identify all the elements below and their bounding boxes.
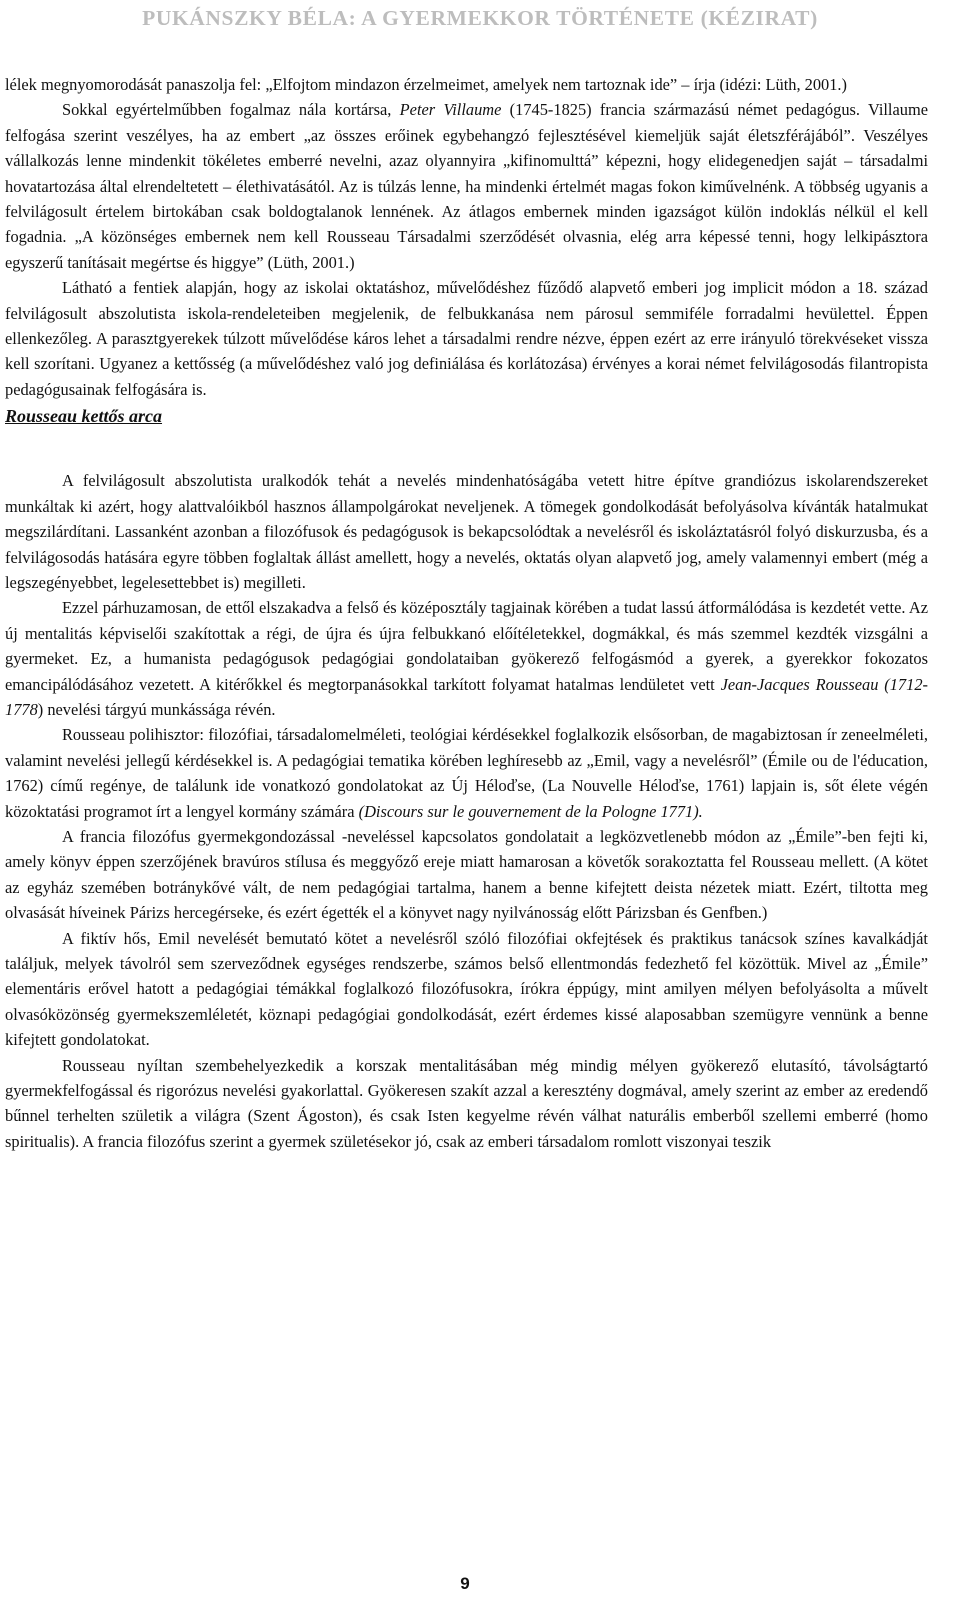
paragraph: A francia filozófus gyermekgondozással -neveléssel kapcsolatos gondolatait a legközvetlenebb módon az „Émile”-ben fejti ki, amely könyv éppen szerzőjének bravúros stílusa és meggyőző ereje miatt hamarosan a követők sorakoztatta fel Rousseau mellett. (A kötet az egyház szemében botránykővé vált, de nem pedagógiai tartalma, hanem a benne kifejtett deista nézetek miatt. Ezért, tiltotta meg olvasását híveinek Párizs hercegérseke, és ezért égették el a könyvet nagy nyilvánosság előtt Párizsban és Genfben.) [5, 826, 928, 923]
paragraph: lélek megnyomorodását panaszolja fel: „Elfojtom mindazon érzelmeimet, amelyek nem tartoznak ide” – írja (idézi: Lüth, 2001.) [5, 75, 847, 94]
paragraph: Rousseau polihisztor: filozófiai, társadalomelméleti, teológiai kérdésekkel foglalkozik elsősorban, de magabiztosan ír zeneelméleti, valamint nevelési jellegű kérdésekkel is. A pedagógiai tematika körében leghíresebb az „Emil, vagy a nevelésről” (Émile ou de l'éducation, 1762) című regénye, de találunk ide vonatkozó gondolatokat az Új Héloďse, (La Nouvelle Héloďse, 1761) lapjain is, sőt élete végén közoktatási programot írt a lengyel kormány számára (Discours sur le gouvernement de la Pologne 1771). [5, 725, 928, 821]
page-number: 9 [460, 1574, 470, 1593]
paragraph: Sokkal egyértelműbben fogalmaz nála kortársa, Peter Villaume (1745-1825) francia származású német pedagógus. Villaume felfogása szerint veszélyes, ha az embert „az összes erőinek egybehangzó fejlesztésével kiemeljük saját életszférájából”. Veszélyes vállalkozás lenne mindenkit tökéletes emberré nevelni, azaz olyannyira „kifinomulttá” képezni, hogy elidegenedjen saját – társadalmi hovatartozása által elrendeltetett – élethivatásától. Az is túlzás lenne, ha mindenki értelmét magas fokon kiművelnénk. A többség ugyanis a felvilágosult értelem birtokában csak boldogtalanok lennének. Az átlagos embernek minden igazságot külön indoklás nélkül el kell fogadnia. „A közönséges embernek nem kell Rousseau Társadalmi szerződését olvasnia, elég arra képessé tenni, hogy lelkipásztora egyszerű tanításait megértse és higgye” (Lüth, 2001.) [5, 100, 928, 272]
person-name: Jean-Jacques Rousseau (1712-1778 [5, 674, 928, 719]
paragraph: A fiktív hős, Emil nevelését bemutató kötet a nevelésről szóló filozófiai okfejtések és praktikus tanácsok színes kavalkádját találjuk, melyek távolról sem szerveződnek egységes rendszerbe, számos belső ellentmondás fedezhető fel közöttük. Mivel az „Émile” elementáris erővel hatott a pedagógiai témákkal foglalkozó filozófusokra, írókra éppúgy, mint amilyen mélyen befolyásolta a művelt olvasóközönség gyermekszemléletét, köznapi pedagógiai gondolkodását, ezért érdemes kissé alaposabban szemügyre vennünk a benne kifejtett gondolatokat. [5, 928, 928, 1050]
paragraph: Ezzel párhuzamosan, de ettől elszakadva a felső és középosztály tagjainak körében a tudat lassú átformálódása is kezdetét vette. Az új mentalitás képviselői szakítottak a régi, de újra és újra felbukkanó előítéletekkel, dogmákkal, és más szemmel kezdték vizsgálni a gyermeket. Ez, a humanista pedagógusok pedagógiai gondolataiban gyökerező felfogásmód a gyerek, a gyerekkor fokozatos emancipálódásához vezetett. A kitérőkkel és megtorpanásokkal tarkított folyamat hatalmas lendületet vett Jean-Jacques Rousseau (1712-1778) nevelési tárgyú munkássága révén. [5, 598, 928, 719]
page-header: PUKÁNSZKY BÉLA: A GYERMEKKOR TÖRTÉNETE (KÉZIRAT) [142, 6, 818, 30]
paragraph: Látható a fentiek alapján, hogy az iskolai oktatáshoz, művelődéshez fűződő alapvető emberi jog implicit módon a 18. század felvilágosult abszolutista iskola-rendeleteiben megjelenik, de felbukkanása nem párosul semmiféle forradalmi hevülettel. Éppen ellenkezőleg. A parasztgyerekek túlzott művelődése káros lehet a társadalmi rendre nézve, éppen ezért az erre irányuló törekvéseket vissza kell szorítani. Ugyanez a kettősség (a művelődéshez való jog definiálása és korlátozása) érvényes a korai német felvilágosodás filantropista pedagógusainak felfogására is. [5, 278, 928, 399]
person-name: Peter Villaume [399, 100, 502, 120]
paragraph: A felvilágosult abszolutista uralkodók tehát a nevelés mindenhatóságába vetett hitre építve grandiózus iskolarendszereket munkáltak ki azért, hogy alattvalóikból hasznos állampolgárokat neveljenek. A tömegek gondolkodását befolyásolva kívánták hatalmukat megszilárdítani. Lassanként azonban a filozófusok és pedagógusok is bekapcsolódtak a nevelésről és iskoláztatásról folyó diskurzusba, és a felvilágosodás hatására egyre többen foglaltak állást amellett, hogy a nevelés, oktatás olyan alapvető jog, amely valamennyi embert (még a legszegényebbet, legelesettebbet is) megilleti. [5, 471, 928, 592]
main-text [5, 72, 928, 1154]
book-title: (Discours sur le gouvernement de la Pologne 1771). [358, 801, 703, 821]
section-title: Rousseau kettős arca [5, 406, 163, 427]
paragraph: Rousseau nyíltan szembehelyezkedik a korszak mentalitásában még mindig mélyen gyökerező elutasító, távolságtartó gyermekfelfogással és rigorózus nevelési gyakorlattal. Gyökeresen szakít azzal a keresztény dogmával, amely szerint az ember az eredendő bűnnel terhelten születik a világra (Szent Ágoston), és csak Isten kegyelme révén válhat naturális emberből szellemi emberré (homo spiritualis). A francia filozófus szerint a gyermek születésekor jó, csak az emberi társadalom romlott viszonyai teszik [5, 1055, 928, 1151]
